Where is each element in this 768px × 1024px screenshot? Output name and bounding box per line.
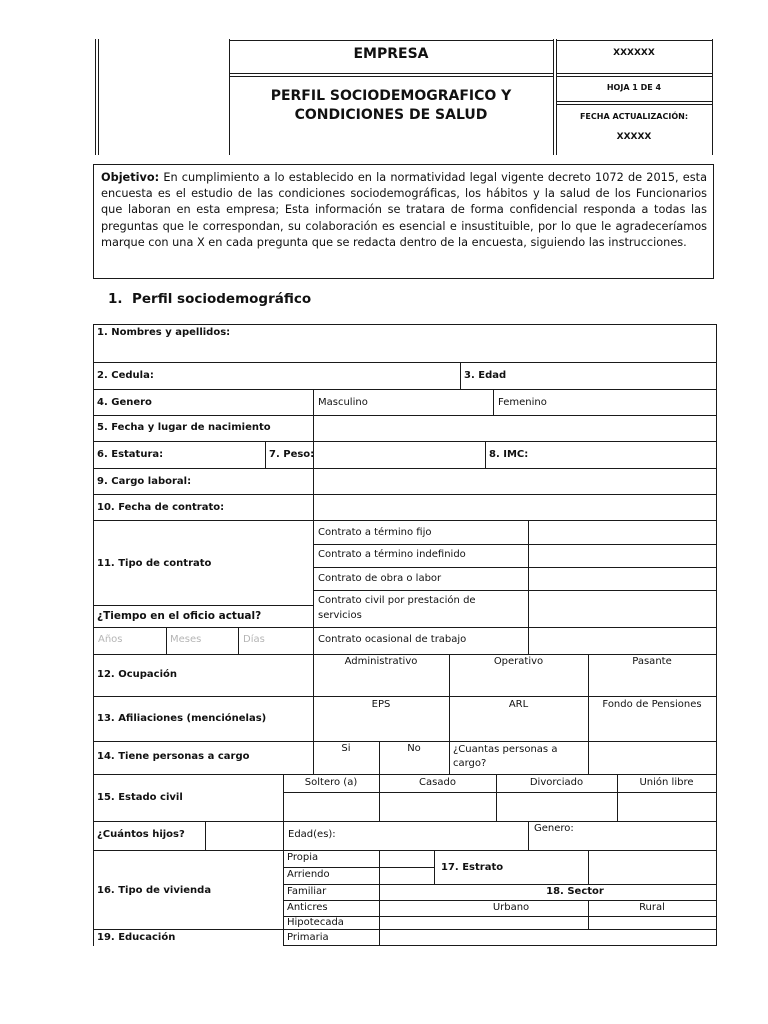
objective-box <box>93 164 714 279</box>
housing-anticres[interactable]: Anticres <box>287 902 328 913</box>
housing-family[interactable]: Familiar <box>287 886 327 897</box>
tenure-days-input[interactable]: Días <box>243 634 265 645</box>
civil-option-married[interactable]: Casado <box>419 777 456 788</box>
field-contract-type-label: 11. Tipo de contrato <box>97 558 212 569</box>
tenure-label: ¿Tiempo en el oficio actual? <box>97 610 262 622</box>
field-job-label: 9. Cargo laboral: <box>97 476 192 487</box>
form-title-line1: PERFIL SOCIODEMOGRAFICO Y <box>270 88 512 104</box>
field-age-label: 3. Edad <box>464 370 507 381</box>
occupation-option-operative[interactable]: Operativo <box>493 656 544 667</box>
tenure-years-input[interactable]: Años <box>98 634 123 645</box>
field-dependents-label: 14. Tiene personas a cargo <box>97 751 250 762</box>
tenure-months-input[interactable]: Meses <box>170 634 202 645</box>
field-id-label: 2. Cedula: <box>97 370 154 381</box>
sheet-number: HOJA 1 DE 4 <box>606 83 662 92</box>
section-title: Perfil sociodemográfico <box>132 291 312 307</box>
contract-option-civil-line2[interactable]: servicios <box>318 610 362 621</box>
field-weight-label: 7. Peso: <box>269 449 315 460</box>
field-education-label: 19. Educación <box>97 932 176 943</box>
company-name: EMPRESA <box>353 46 429 62</box>
dependents-no[interactable]: No <box>407 743 421 754</box>
children-label: ¿Cuántos hijos? <box>97 829 185 840</box>
field-stratum-label: 17. Estrato <box>441 862 504 873</box>
children-gender-label: Genero: <box>534 823 574 834</box>
contract-option-civil-line1[interactable]: Contrato civil por prestación de <box>318 595 476 606</box>
field-affiliations-label: 13. Afiliaciones (menciónelas) <box>97 713 267 724</box>
contract-option-work[interactable]: Contrato de obra o labor <box>318 573 442 584</box>
housing-own[interactable]: Propia <box>287 852 319 863</box>
objective-paragraph <box>101 170 707 251</box>
objective-text: En cumplimiento a lo establecido en la normatividad legal vigente decreto 1072 de 2015, esta encuesta es el estudio de las condiciones sociodemográficas, los hábitos y la salud de los Funcionarios que laboran en esta empresa; Esta información se tratara de forma confidencial responda a todas las preguntas que le correspondan, su colaboración es esencial e insustituible, por lo que le agradeceríamos marque con una X en cada pregunta que se redacta dentro de la encuesta, siguiendo las instrucciones. <box>101 171 707 249</box>
update-date-value: XXXXX <box>616 132 652 142</box>
field-housing-label: 16. Tipo de vivienda <box>97 885 212 896</box>
contract-option-fixed[interactable]: Contrato a término fijo <box>318 527 432 538</box>
objective-label: Objetivo: <box>101 171 160 184</box>
gender-option-female[interactable]: Femenino <box>498 397 547 408</box>
field-id-input[interactable] <box>160 365 456 387</box>
field-contract-date-label: 10. Fecha de contrato: <box>97 502 225 513</box>
field-height-label: 6. Estatura: <box>97 449 164 460</box>
civil-option-union[interactable]: Unión libre <box>639 777 694 788</box>
field-contract-date-input[interactable] <box>318 497 712 517</box>
field-age-input[interactable] <box>510 365 710 387</box>
form-title-line2: CONDICIONES DE SALUD <box>294 107 488 123</box>
civil-option-divorced[interactable]: Divorciado <box>529 777 584 788</box>
sector-rural[interactable]: Rural <box>639 902 665 913</box>
occupation-option-intern[interactable]: Pasante <box>632 656 672 667</box>
dependents-yes[interactable]: Si <box>341 743 351 754</box>
education-primary[interactable]: Primaria <box>287 932 329 943</box>
children-ages-label: Edad(es): <box>288 829 336 840</box>
field-birth-input[interactable] <box>318 418 712 438</box>
field-sector-label: 18. Sector <box>546 886 604 897</box>
field-names-label: 1. Nombres y apellidos: <box>97 327 231 338</box>
contract-option-occasional[interactable]: Contrato ocasional de trabajo <box>318 634 467 645</box>
field-gender-label: 4. Genero <box>97 397 152 408</box>
field-birth-label: 5. Fecha y lugar de nacimiento <box>97 422 271 433</box>
contract-option-indefinite[interactable]: Contrato a término indefinido <box>318 549 466 560</box>
field-civil-status-label: 15. Estado civil <box>97 792 183 803</box>
dependents-count-question-line1: ¿Cuantas personas a <box>453 744 558 755</box>
housing-mortgaged[interactable]: Hipotecada <box>287 917 344 928</box>
field-names-input[interactable] <box>320 340 710 358</box>
field-bmi-label: 8. IMC: <box>489 449 529 460</box>
affiliation-pension[interactable]: Fondo de Pensiones <box>602 699 702 710</box>
occupation-option-admin[interactable]: Administrativo <box>344 656 418 667</box>
civil-option-single[interactable]: Soltero (a) <box>304 777 358 788</box>
section-number: 1. <box>108 291 123 307</box>
document-code: XXXXXX <box>613 48 655 58</box>
sector-urban[interactable]: Urbano <box>492 902 530 913</box>
affiliation-eps[interactable]: EPS <box>371 699 391 710</box>
housing-rent[interactable]: Arriendo <box>287 869 330 880</box>
children-count-input[interactable] <box>210 824 280 846</box>
gender-option-male[interactable]: Masculino <box>318 397 368 408</box>
field-occupation-label: 12. Ocupación <box>97 669 177 680</box>
field-job-input[interactable] <box>318 471 712 491</box>
dependents-count-question-line2: cargo? <box>453 758 487 769</box>
update-date-label: FECHA ACTUALIZACIÓN: <box>579 112 689 121</box>
affiliation-arl[interactable]: ARL <box>508 699 529 710</box>
